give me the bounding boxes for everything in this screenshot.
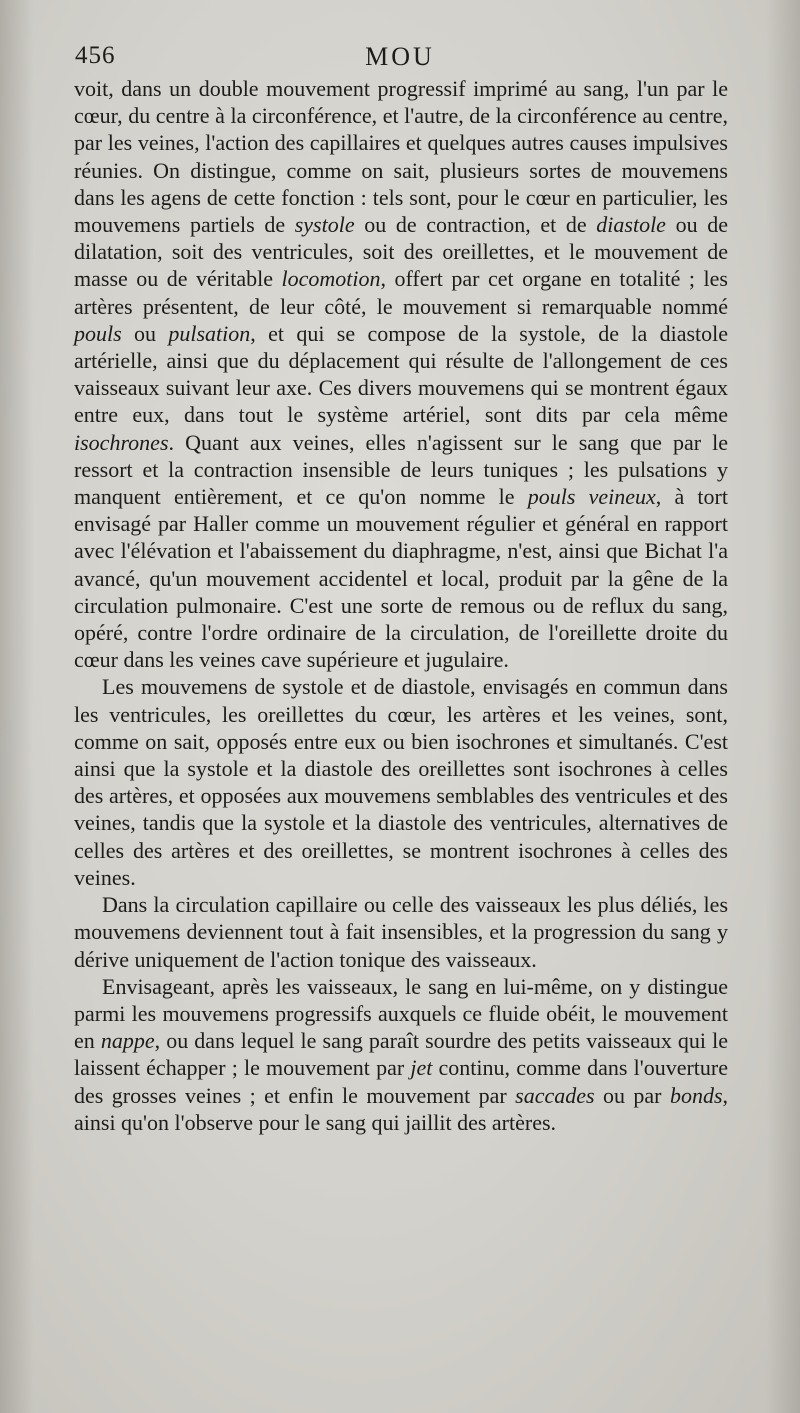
body-text	[74, 75, 728, 1136]
text-run: , et qui se compose de la systole, de la diastole artérielle, ainsi que du déplacement qui résulte de l'allongement de ces vaisseaux suivant leur axe. Ces divers mouvemens qui se montrent égaux entre eux, dans tout le système artériel, sont dits par cela même	[74, 320, 729, 428]
page-number: 456	[75, 42, 116, 69]
text-run: ou de dilatation, soit des ventricules, soit des oreillettes, et le mouvement de masse ou de véritable	[74, 212, 728, 292]
text-run: ou	[121, 320, 169, 346]
italic-term: systole	[294, 212, 355, 238]
text-run: Envisageant, après les vaisseaux, le sang en lui-même, on y distingue parmi les mouvemens progressifs auxquels ce fluide obéit, le mouvement en	[74, 973, 728, 1054]
italic-term: pouls veineux	[527, 484, 656, 510]
text-run: ou de contraction, et de	[354, 212, 597, 238]
text-run: , ou dans lequel le sang paraît sourdre des petits vaisseaux qui le laissent échapper ; le mouvement par	[74, 1028, 728, 1081]
text-run: Les mouvemens de systole et de diastole, envisagés en commun dans les ventricules, les oreillettes du cœur, les artères et les veines, sont, comme on sait, opposés entre eux ou bien isochrones et simultanés. C'est ainsi que la systole et la diastole des oreillettes sont isochrones à celles des artères, et opposées aux mouvemens semblables des ventricules et des veines, tandis que la systole et la diastole des ventricules, alternatives de celles des artères et des oreillettes, se montrent isochrones à celles des veines.	[74, 674, 728, 890]
running-head	[75, 42, 725, 76]
paragraph	[74, 891, 728, 973]
text-run: continu, comme dans l'ouverture des grosses veines ; et enfin le mouvement par	[74, 1055, 728, 1108]
running-title: MOU	[365, 42, 435, 71]
italic-term: locomotion	[281, 266, 381, 292]
paragraph	[74, 673, 728, 891]
paragraph	[74, 973, 728, 1136]
italic-term: bonds	[669, 1082, 723, 1108]
text-run: Dans la circulation capillaire ou celle des vaisseaux les plus déliés, les mouvemens deviennent tout à fait insensibles, et la progression du sang y dérive uniquement de l'action tonique des vaisseaux.	[74, 892, 728, 972]
left-page-shadow	[0, 0, 34, 1413]
italic-term: pouls	[74, 320, 122, 346]
text-run: , offert par cet organe en totalité ; les artères présentent, de leur côté, le mouvement si remarquable nommé	[74, 266, 728, 319]
text-run: , ainsi qu'on l'observe pour le sang qui jaillit des artères.	[74, 1082, 728, 1135]
text-run: . Quant aux veines, elles n'agissent sur le sang que par le ressort et la contraction insensible de leurs tuniques ; les pulsations y manquent entièrement, et ce qu'on nomme le	[74, 429, 728, 510]
italic-term: saccades	[515, 1082, 595, 1108]
text-run: , à tort envisagé par Haller comme un mouvement régulier et général en rapport avec l'élévation et l'abaissement du diaphragme, n'est, ainsi que Bichat l'a avancé, qu'un mouvement accidentel et local, produit par la gêne de la circulation pulmonaire. C'est une sorte de remous ou de reflux du sang, opéré, contre l'ordre ordinaire de la circulation, de l'oreillette droite du cœur dans les veines cave supérieure et jugulaire.	[74, 484, 728, 673]
right-page-shadow	[766, 0, 800, 1413]
italic-term: isochrones	[74, 429, 169, 455]
italic-term: nappe	[100, 1028, 155, 1054]
text-run: voit, dans un double mouvement progressif imprimé au sang, l'un par le cœur, du centre à la circonférence, et l'autre, de la circonférence au centre, par les veines, l'action des capillaires et quelques autres causes impulsives réunies. On distingue, comme on sait, plusieurs sortes de mouvemens dans les agens de cette fonction : tels sont, pour le cœur en particulier, les mouvemens partiels de	[74, 76, 728, 238]
italic-term: diastole	[596, 212, 666, 238]
paragraph-continued	[74, 75, 728, 673]
text-run: ou par	[594, 1082, 670, 1108]
italic-term: pulsation	[168, 320, 251, 346]
italic-term: jet	[410, 1055, 433, 1081]
